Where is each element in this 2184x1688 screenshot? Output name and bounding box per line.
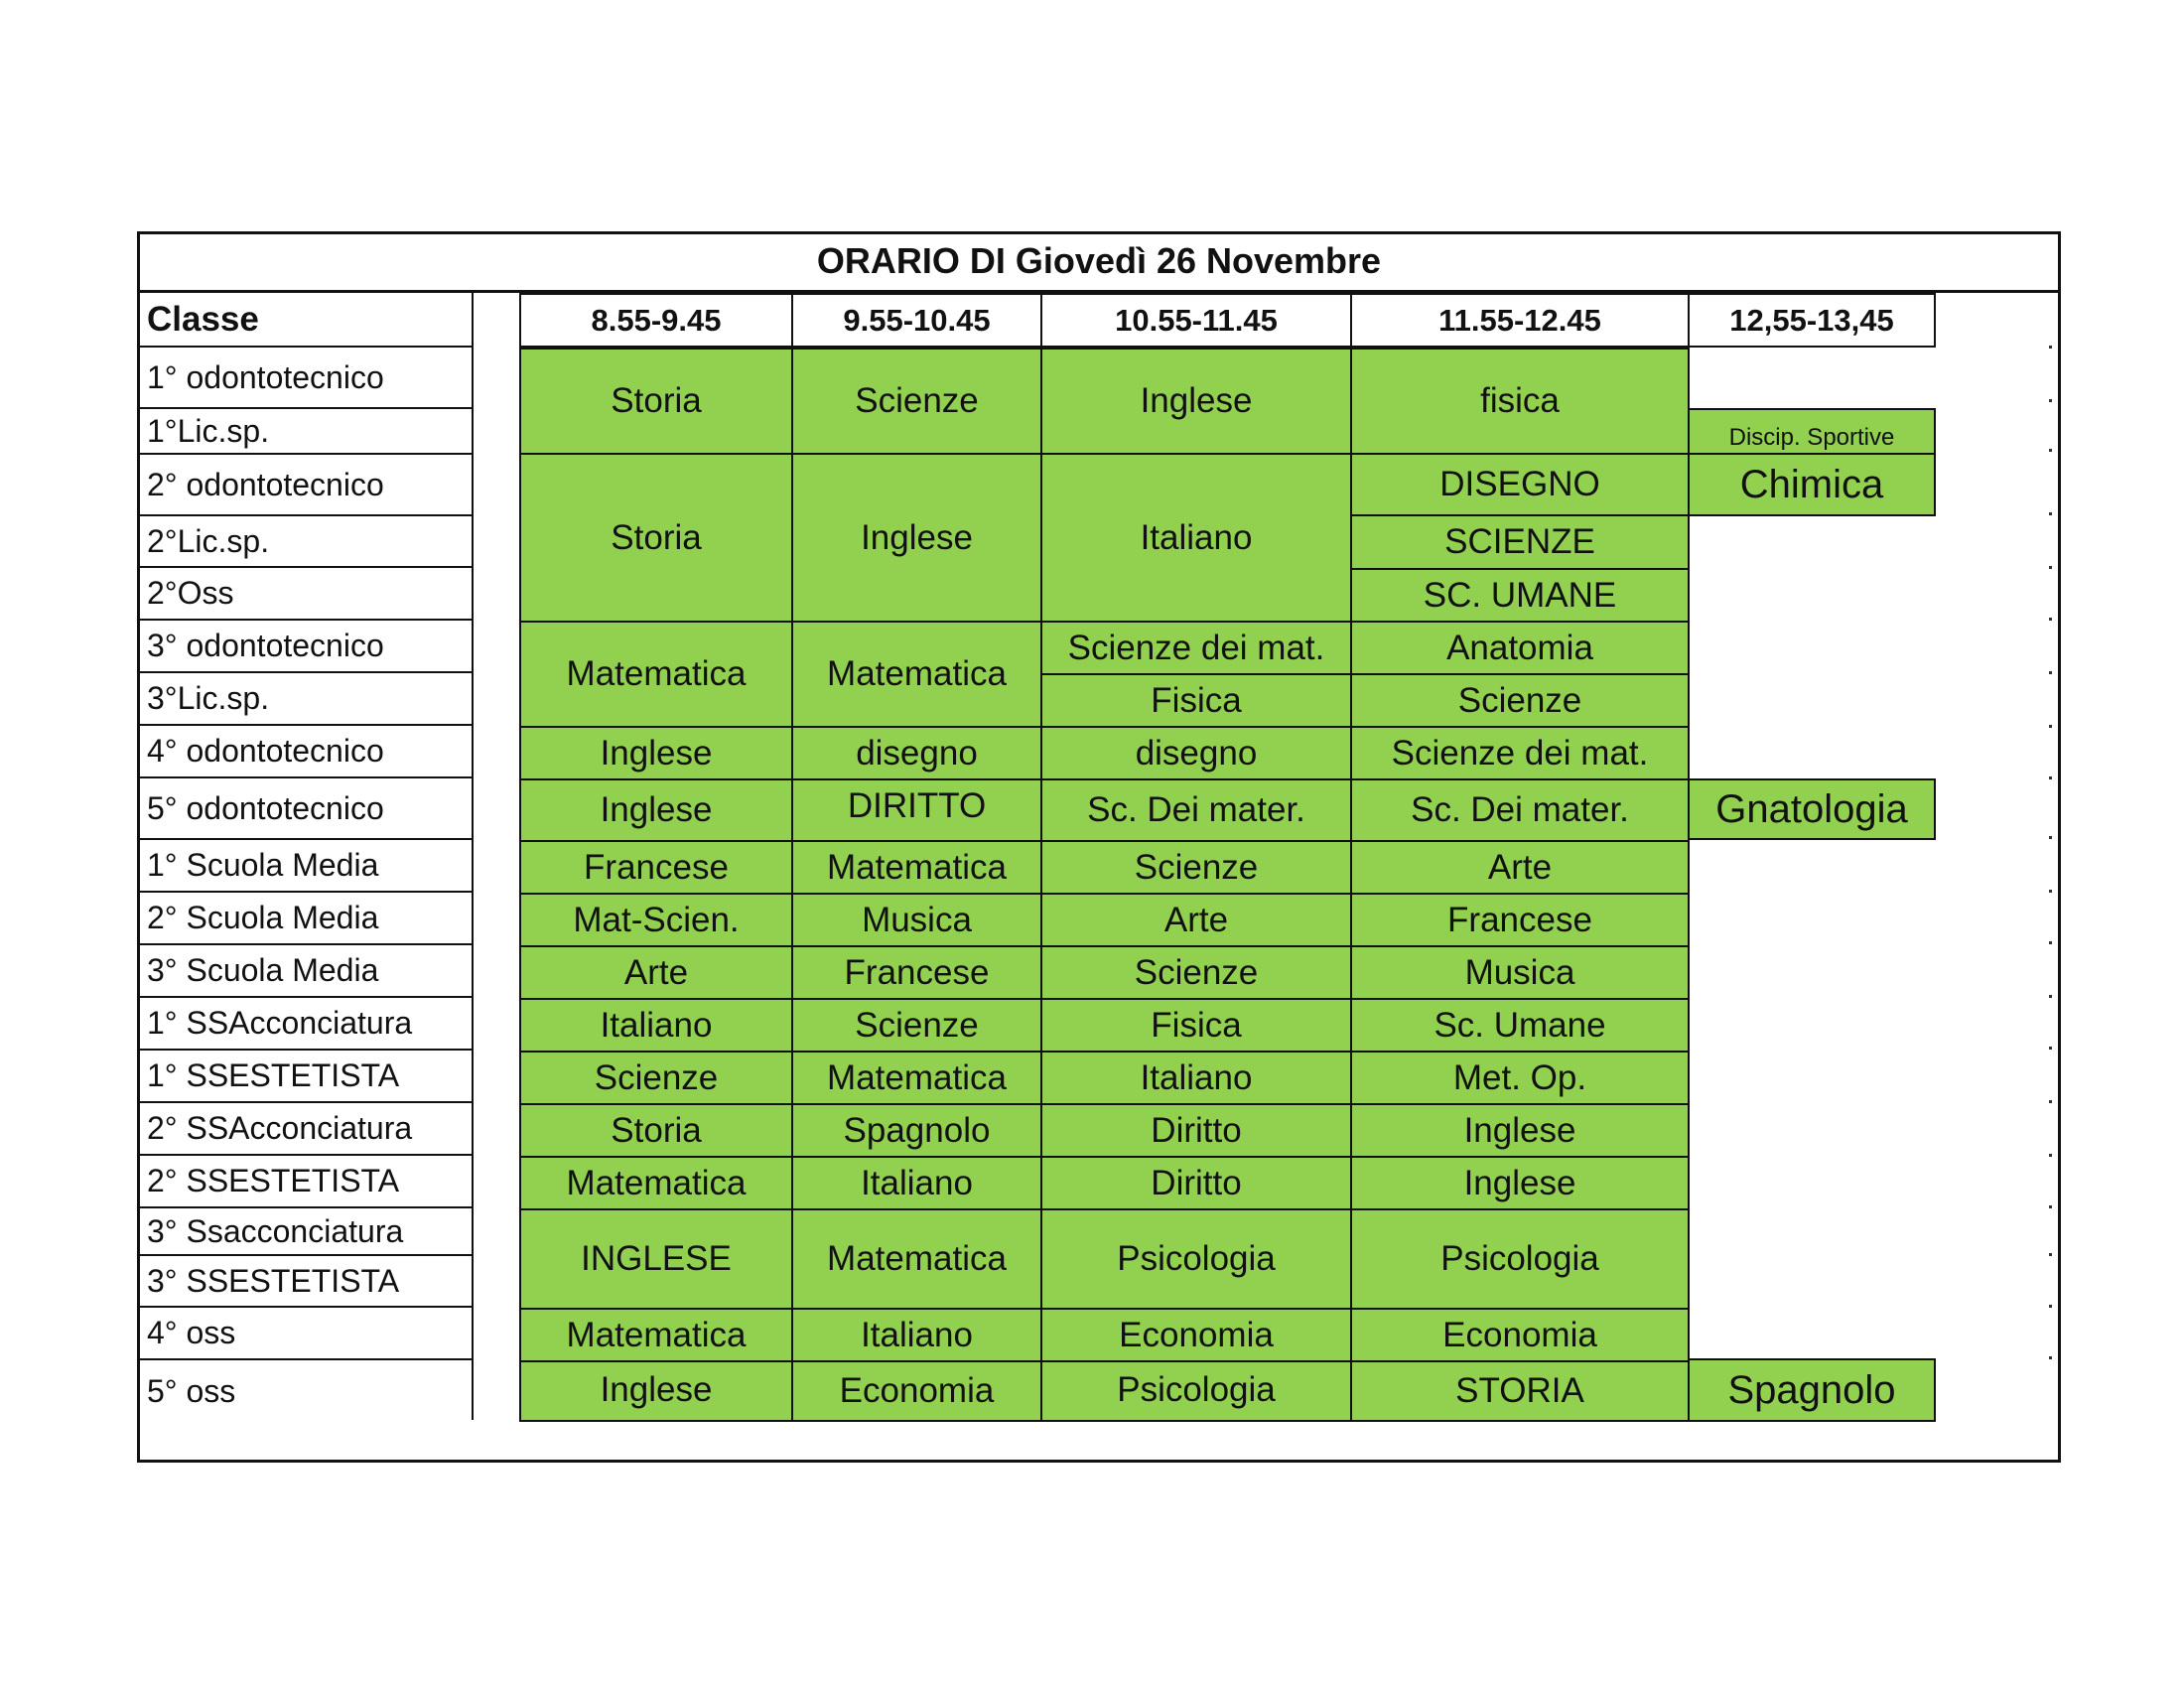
class-label: 1° SSAcconciatura	[139, 998, 473, 1051]
subject-cell: SC. UMANE	[1350, 568, 1690, 623]
margin-dot	[2049, 890, 2052, 893]
subject-cell: fisica	[1350, 348, 1690, 455]
subject-cell: DIRITTO	[791, 778, 1042, 842]
subject-cell: Economia	[1350, 1308, 1690, 1362]
subject-cell: Psicologia	[1040, 1208, 1352, 1310]
subject-cell: Italiano	[1040, 453, 1352, 623]
header-slot-5: 12,55-13,45	[1688, 293, 1936, 348]
subject-cell: STORIA	[1350, 1360, 1690, 1422]
class-label: 2° SSESTETISTA	[139, 1156, 473, 1208]
margin-dot	[2049, 449, 2052, 452]
header-slot-3: 10.55-11.45	[1040, 293, 1352, 348]
subject-cell: Francese	[1350, 893, 1690, 947]
subject-cell: Italiano	[791, 1308, 1042, 1362]
subject-cell: Sc. Umane	[1350, 998, 1690, 1053]
subject-cell: DISEGNO	[1350, 453, 1690, 516]
subject-cell: Italiano	[519, 998, 793, 1053]
subject-cell: Francese	[791, 945, 1042, 1000]
margin-dot	[2049, 941, 2052, 944]
margin-dot	[2049, 1154, 2052, 1157]
subject-cell: INGLESE	[519, 1208, 793, 1310]
class-label: 5° odontotecnico	[139, 778, 473, 840]
class-label: 2°Lic.sp.	[139, 516, 473, 568]
margin-dot	[2049, 995, 2052, 998]
class-label: 2° Scuola Media	[139, 893, 473, 945]
class-label: 1° odontotecnico	[139, 348, 473, 409]
class-label: 3° SSESTETISTA	[139, 1256, 473, 1308]
subject-cell: Anatomia	[1350, 621, 1690, 675]
subject-cell: Scienze	[519, 1051, 793, 1105]
class-label: 5° oss	[147, 1372, 236, 1409]
margin-dot	[2049, 1205, 2052, 1208]
subject-cell: Musica	[791, 893, 1042, 947]
subject-cell: Met. Op.	[1350, 1051, 1690, 1105]
page-title: ORARIO DI Giovedì 26 Novembre	[137, 231, 2061, 293]
subject-cell: Matematica	[791, 840, 1042, 895]
subject-cell: Inglese	[1350, 1103, 1690, 1158]
subject-cell: Fisica	[1040, 998, 1352, 1053]
margin-dot	[2049, 566, 2052, 569]
margin-dot	[2049, 671, 2052, 674]
subject-cell: Inglese	[1350, 1156, 1690, 1210]
subject-cell: Inglese	[791, 453, 1042, 623]
separator-line-right	[519, 293, 521, 348]
class-label: 3°Lic.sp.	[139, 673, 473, 726]
subject-cell: Chimica	[1688, 453, 1936, 516]
class-label: 3° Scuola Media	[139, 945, 473, 998]
subject-cell: Economia	[791, 1360, 1042, 1422]
header-classe: Classe	[139, 293, 473, 348]
subject-cell: Scienze	[1350, 673, 1690, 728]
class-label: 3° Ssacconciatura	[139, 1208, 473, 1256]
subject-cell: Sc. Dei mater.	[1040, 778, 1352, 842]
margin-dot	[2049, 776, 2052, 779]
subject-cell: Inglese	[1040, 348, 1352, 455]
subject-cell: Storia	[519, 1103, 793, 1158]
subject-cell: Fisica	[1040, 673, 1352, 728]
subject-cell: Psicologia	[1040, 1360, 1352, 1422]
subject-cell: Inglese	[519, 1360, 793, 1422]
subject-cell: Inglese	[519, 778, 793, 842]
header-slot-1: 8.55-9.45	[519, 293, 793, 348]
class-label: 2° SSAcconciatura	[139, 1103, 473, 1156]
subject-cell: Scienze dei mat.	[1350, 726, 1690, 780]
subject-cell: Psicologia	[1350, 1208, 1690, 1310]
subject-cell: SCIENZE	[1350, 514, 1690, 570]
subject-cell: Arte	[519, 945, 793, 1000]
subject-cell: Matematica	[519, 1156, 793, 1210]
subject-cell: Spagnolo	[791, 1103, 1042, 1158]
subject-cell: Storia	[519, 453, 793, 623]
margin-dot	[2049, 836, 2052, 839]
subject-cell: Matematica	[519, 621, 793, 728]
class-label: 1°Lic.sp.	[139, 409, 473, 455]
class-label: 2° odontotecnico	[139, 455, 473, 516]
margin-dot	[2049, 725, 2052, 728]
subject-cell: Mat-Scien.	[519, 893, 793, 947]
class-label: 3° odontotecnico	[139, 621, 473, 673]
margin-dot	[2049, 512, 2052, 515]
subject-cell: Gnatologia	[1688, 778, 1936, 840]
subject-cell: disegno	[1040, 726, 1352, 780]
margin-dot	[2049, 399, 2052, 402]
margin-dot	[2049, 1253, 2052, 1256]
class-label: 4° odontotecnico	[139, 726, 473, 778]
class-label: 1° SSESTETISTA	[139, 1051, 473, 1103]
subject-cell: Matematica	[791, 621, 1042, 728]
margin-dot	[2049, 1356, 2052, 1359]
subject-cell: Matematica	[791, 1208, 1042, 1310]
subject-cell: Italiano	[1040, 1051, 1352, 1105]
subject-cell: Scienze	[791, 348, 1042, 455]
header-slot-4: 11.55-12.45	[1350, 293, 1690, 348]
subject-cell: Storia	[519, 348, 793, 455]
subject-cell: Matematica	[791, 1051, 1042, 1105]
subject-cell: Francese	[519, 840, 793, 895]
subject-cell: Discip. Sportive	[1688, 408, 1936, 456]
subject-cell: Arte	[1350, 840, 1690, 895]
subject-cell: Matematica	[519, 1308, 793, 1362]
subject-cell: Scienze	[1040, 945, 1352, 1000]
subject-cell: Inglese	[519, 726, 793, 780]
subject-cell: Diritto	[1040, 1103, 1352, 1158]
subject-cell: Spagnolo	[1688, 1358, 1936, 1422]
subject-cell: Italiano	[791, 1156, 1042, 1210]
subject-cell: Arte	[1040, 893, 1352, 947]
margin-dot	[2049, 1100, 2052, 1103]
margin-dot	[2049, 1305, 2052, 1308]
margin-dot	[2049, 346, 2052, 349]
subject-cell: disegno	[791, 726, 1042, 780]
class-label: 4° oss	[139, 1308, 473, 1360]
margin-dot	[2049, 1047, 2052, 1050]
subject-cell: Musica	[1350, 945, 1690, 1000]
subject-cell: Scienze	[1040, 840, 1352, 895]
class-label: 1° Scuola Media	[139, 840, 473, 893]
subject-cell: Economia	[1040, 1308, 1352, 1362]
margin-dot	[2049, 618, 2052, 621]
class-label: 2°Oss	[139, 568, 473, 621]
subject-cell: Diritto	[1040, 1156, 1352, 1210]
header-slot-2: 9.55-10.45	[791, 293, 1042, 348]
subject-cell: Sc. Dei mater.	[1350, 778, 1690, 842]
subject-cell: Scienze	[791, 998, 1042, 1053]
subject-cell: Scienze dei mat.	[1040, 621, 1352, 675]
